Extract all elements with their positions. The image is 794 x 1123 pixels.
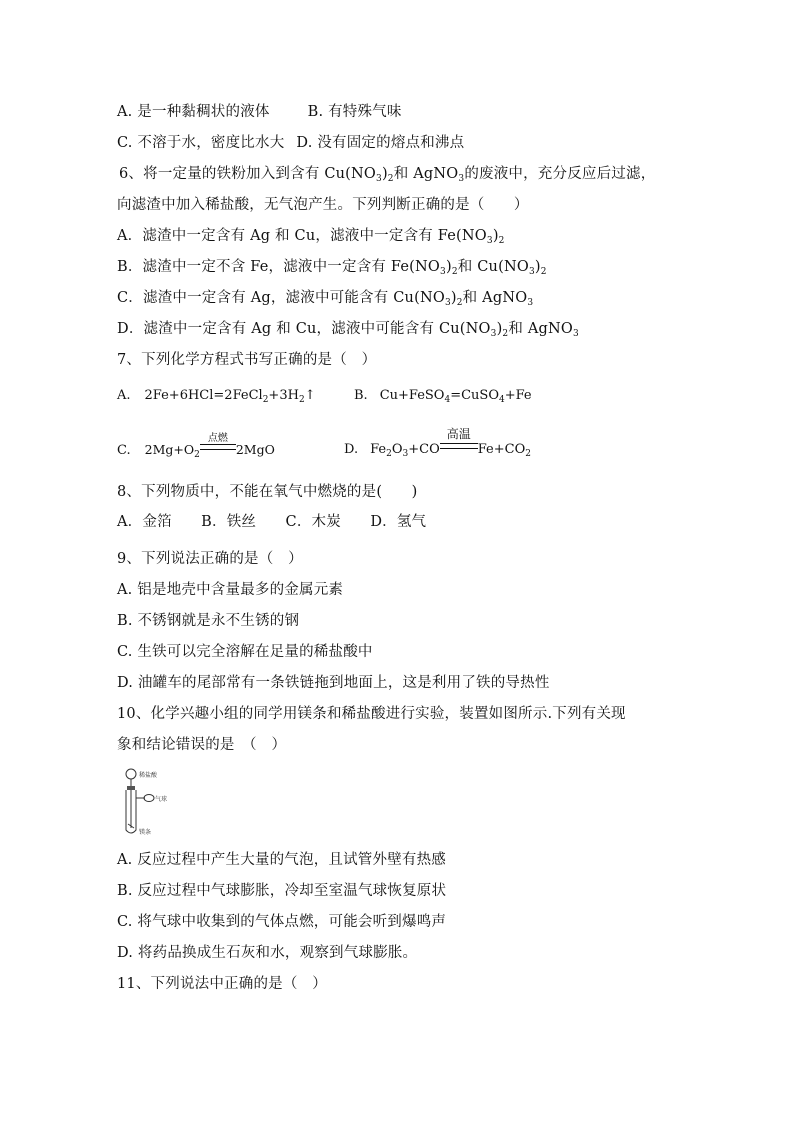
q5-option-row-1	[117, 102, 402, 122]
option-text: 和 AgNO	[508, 321, 573, 337]
q5-option-c: C. 不溶于水，密度比水大	[117, 135, 285, 151]
q5-option-a: A. 是一种黏稠状的液体	[117, 104, 270, 120]
q10-option-d: D. 将药品换成生石灰和水，观察到气球膨胀。	[117, 945, 418, 961]
option-text: D．滤渣中一定含有 Ag 和 Cu，滤液中可能含有 Cu(NO	[117, 321, 491, 337]
subscript: 2	[386, 449, 392, 459]
q6-option-c	[117, 288, 533, 313]
option-text: )	[492, 228, 499, 244]
subscript: 3	[444, 298, 451, 308]
subscript: 3	[490, 329, 497, 339]
q8-stem: 8、下列物质中，不能在氧气中燃烧的是( )	[117, 484, 418, 500]
option-text: A．滤渣中一定含有 Ag 和 Cu，滤液中一定含有 Fe(NO	[117, 228, 487, 244]
q10-option-b: B. 反应过程中气球膨胀，冷却至室温气球恢复原状	[117, 883, 447, 899]
arrow-up-icon: ↑	[304, 388, 316, 403]
q11-stem: 11、下列说法中正确的是（ ）	[117, 976, 327, 992]
subscript: 3	[573, 329, 579, 339]
label-magnesium: 镁条	[139, 829, 152, 836]
option-text: B．滤渣中一定不含 Fe，滤液中一定含有 Fe(NO	[117, 259, 441, 275]
q5-option-d: D. 没有固定的熔点和沸点	[296, 135, 465, 151]
q10-option-c: C. 将气球中收集到的气体点燃，可能会听到爆鸣声	[117, 914, 447, 930]
label-acid: 稀盐酸	[139, 772, 158, 779]
equation-text: O	[391, 442, 403, 457]
equation-text: +3H	[268, 388, 299, 403]
subscript: 2	[194, 450, 200, 460]
reaction-condition	[440, 427, 478, 457]
q6-stem-text: 和 AgNO	[393, 166, 459, 182]
equation-text: 2Fe+6HCl=2FeCl	[144, 388, 263, 403]
equation-text: Fe+CO	[477, 442, 526, 457]
equation-text: 2Mg+O	[144, 442, 195, 457]
subscript: 4	[498, 395, 505, 405]
equation-text: +Fe	[504, 388, 532, 403]
funnel-bulb	[126, 769, 136, 779]
option-text: )	[534, 259, 541, 275]
option-text: )	[445, 259, 452, 275]
subscript: 2	[456, 298, 463, 308]
double-line-icon	[200, 444, 236, 450]
subscript: 3	[458, 174, 465, 184]
subscript: 2	[498, 236, 505, 246]
option-text: 和 Cu(NO	[457, 259, 529, 275]
q9-stem: 9、下列说法正确的是（ ）	[117, 551, 303, 567]
option-text: )	[496, 321, 503, 337]
subscript: 3	[376, 174, 382, 184]
option-label: B.	[354, 388, 368, 403]
q7-option-b	[354, 388, 532, 405]
q6-option-b	[117, 257, 547, 282]
double-line-icon	[440, 443, 478, 449]
equation-text: =CuSO	[450, 388, 499, 403]
condition-label: 高温	[446, 427, 471, 441]
q6-stem-text: 6、将一定量的铁粉加入到含有 Cu(NO	[119, 166, 376, 182]
q6-stem-text: )	[381, 166, 388, 182]
q6-option-d	[117, 319, 579, 344]
label-balloon: 气球	[155, 796, 168, 803]
q10-option-a: A. 反应过程中产生大量的气泡，且试管外壁有热感	[117, 852, 446, 868]
q6-option-a	[117, 226, 505, 251]
q9-option-b: B. 不锈钢就是永不生锈的钢	[117, 613, 300, 629]
condition-label: 点燃	[207, 433, 228, 444]
reaction-condition	[200, 433, 236, 458]
option-label: C.	[117, 443, 131, 458]
q9-option-c: C. 生铁可以完全溶解在足量的稀盐酸中	[117, 644, 373, 660]
q6-stem-line-2: 向滤渣中加入稀盐酸，无气泡产生。下列判断正确的是（ ）	[117, 197, 529, 213]
q10-stem-line-2: 象和结论错误的是 （ ）	[117, 737, 287, 753]
subscript: 3	[527, 298, 534, 308]
option-label: A.	[117, 388, 131, 403]
q6-stem-text: 的废液中，充分反应后过滤，	[464, 166, 656, 182]
q7-option-d	[344, 427, 531, 459]
q7-option-a	[117, 388, 316, 405]
q9-option-a: A. 铝是地壳中含量最多的金属元素	[117, 582, 344, 598]
subscript: 2	[298, 395, 305, 405]
q10-stem-line-1: 10、化学兴趣小组的同学用镁条和稀盐酸进行实验，装置如图所示.下列有关现	[117, 706, 626, 722]
q5-option-b: B. 有特殊气味	[307, 104, 402, 120]
q9-option-d: D. 油罐车的尾部常有一条铁链拖到地面上，这是利用了铁的导热性	[117, 675, 550, 691]
q6-stem-line-1	[119, 164, 655, 189]
subscript: 3	[528, 267, 535, 277]
subscript: 3	[402, 449, 409, 459]
subscript: 2	[502, 329, 509, 339]
q8-options: A．金箔 B．铁丝 C．木炭 D．氢气	[117, 514, 427, 530]
equation-text: Cu+FeSO	[379, 388, 445, 403]
option-text: C．滤渣中一定含有 Ag，滤液中可能含有 Cu(NO	[117, 290, 445, 306]
stopper	[127, 786, 135, 790]
equation-text: Fe	[370, 442, 387, 457]
subscript: 2	[540, 267, 547, 277]
subscript: 3	[486, 236, 493, 246]
subscript: 2	[262, 395, 269, 405]
equation-text: +CO	[408, 442, 440, 457]
option-text: 和 AgNO	[462, 290, 528, 306]
subscript: 3	[440, 267, 446, 277]
subscript: 2	[387, 174, 394, 184]
q7-option-c	[117, 433, 275, 460]
balloon	[144, 795, 154, 802]
subscript: 2	[451, 267, 458, 277]
option-label: D.	[344, 442, 359, 457]
subscript: 2	[525, 449, 531, 459]
equation-text: 2MgO	[235, 442, 275, 457]
test-tube-apparatus-figure	[117, 768, 173, 838]
option-text: )	[450, 290, 457, 306]
q5-option-row-2	[117, 133, 464, 153]
q7-stem: 7、下列化学方程式书写正确的是（ ）	[117, 352, 377, 368]
subscript: 4	[444, 395, 451, 405]
